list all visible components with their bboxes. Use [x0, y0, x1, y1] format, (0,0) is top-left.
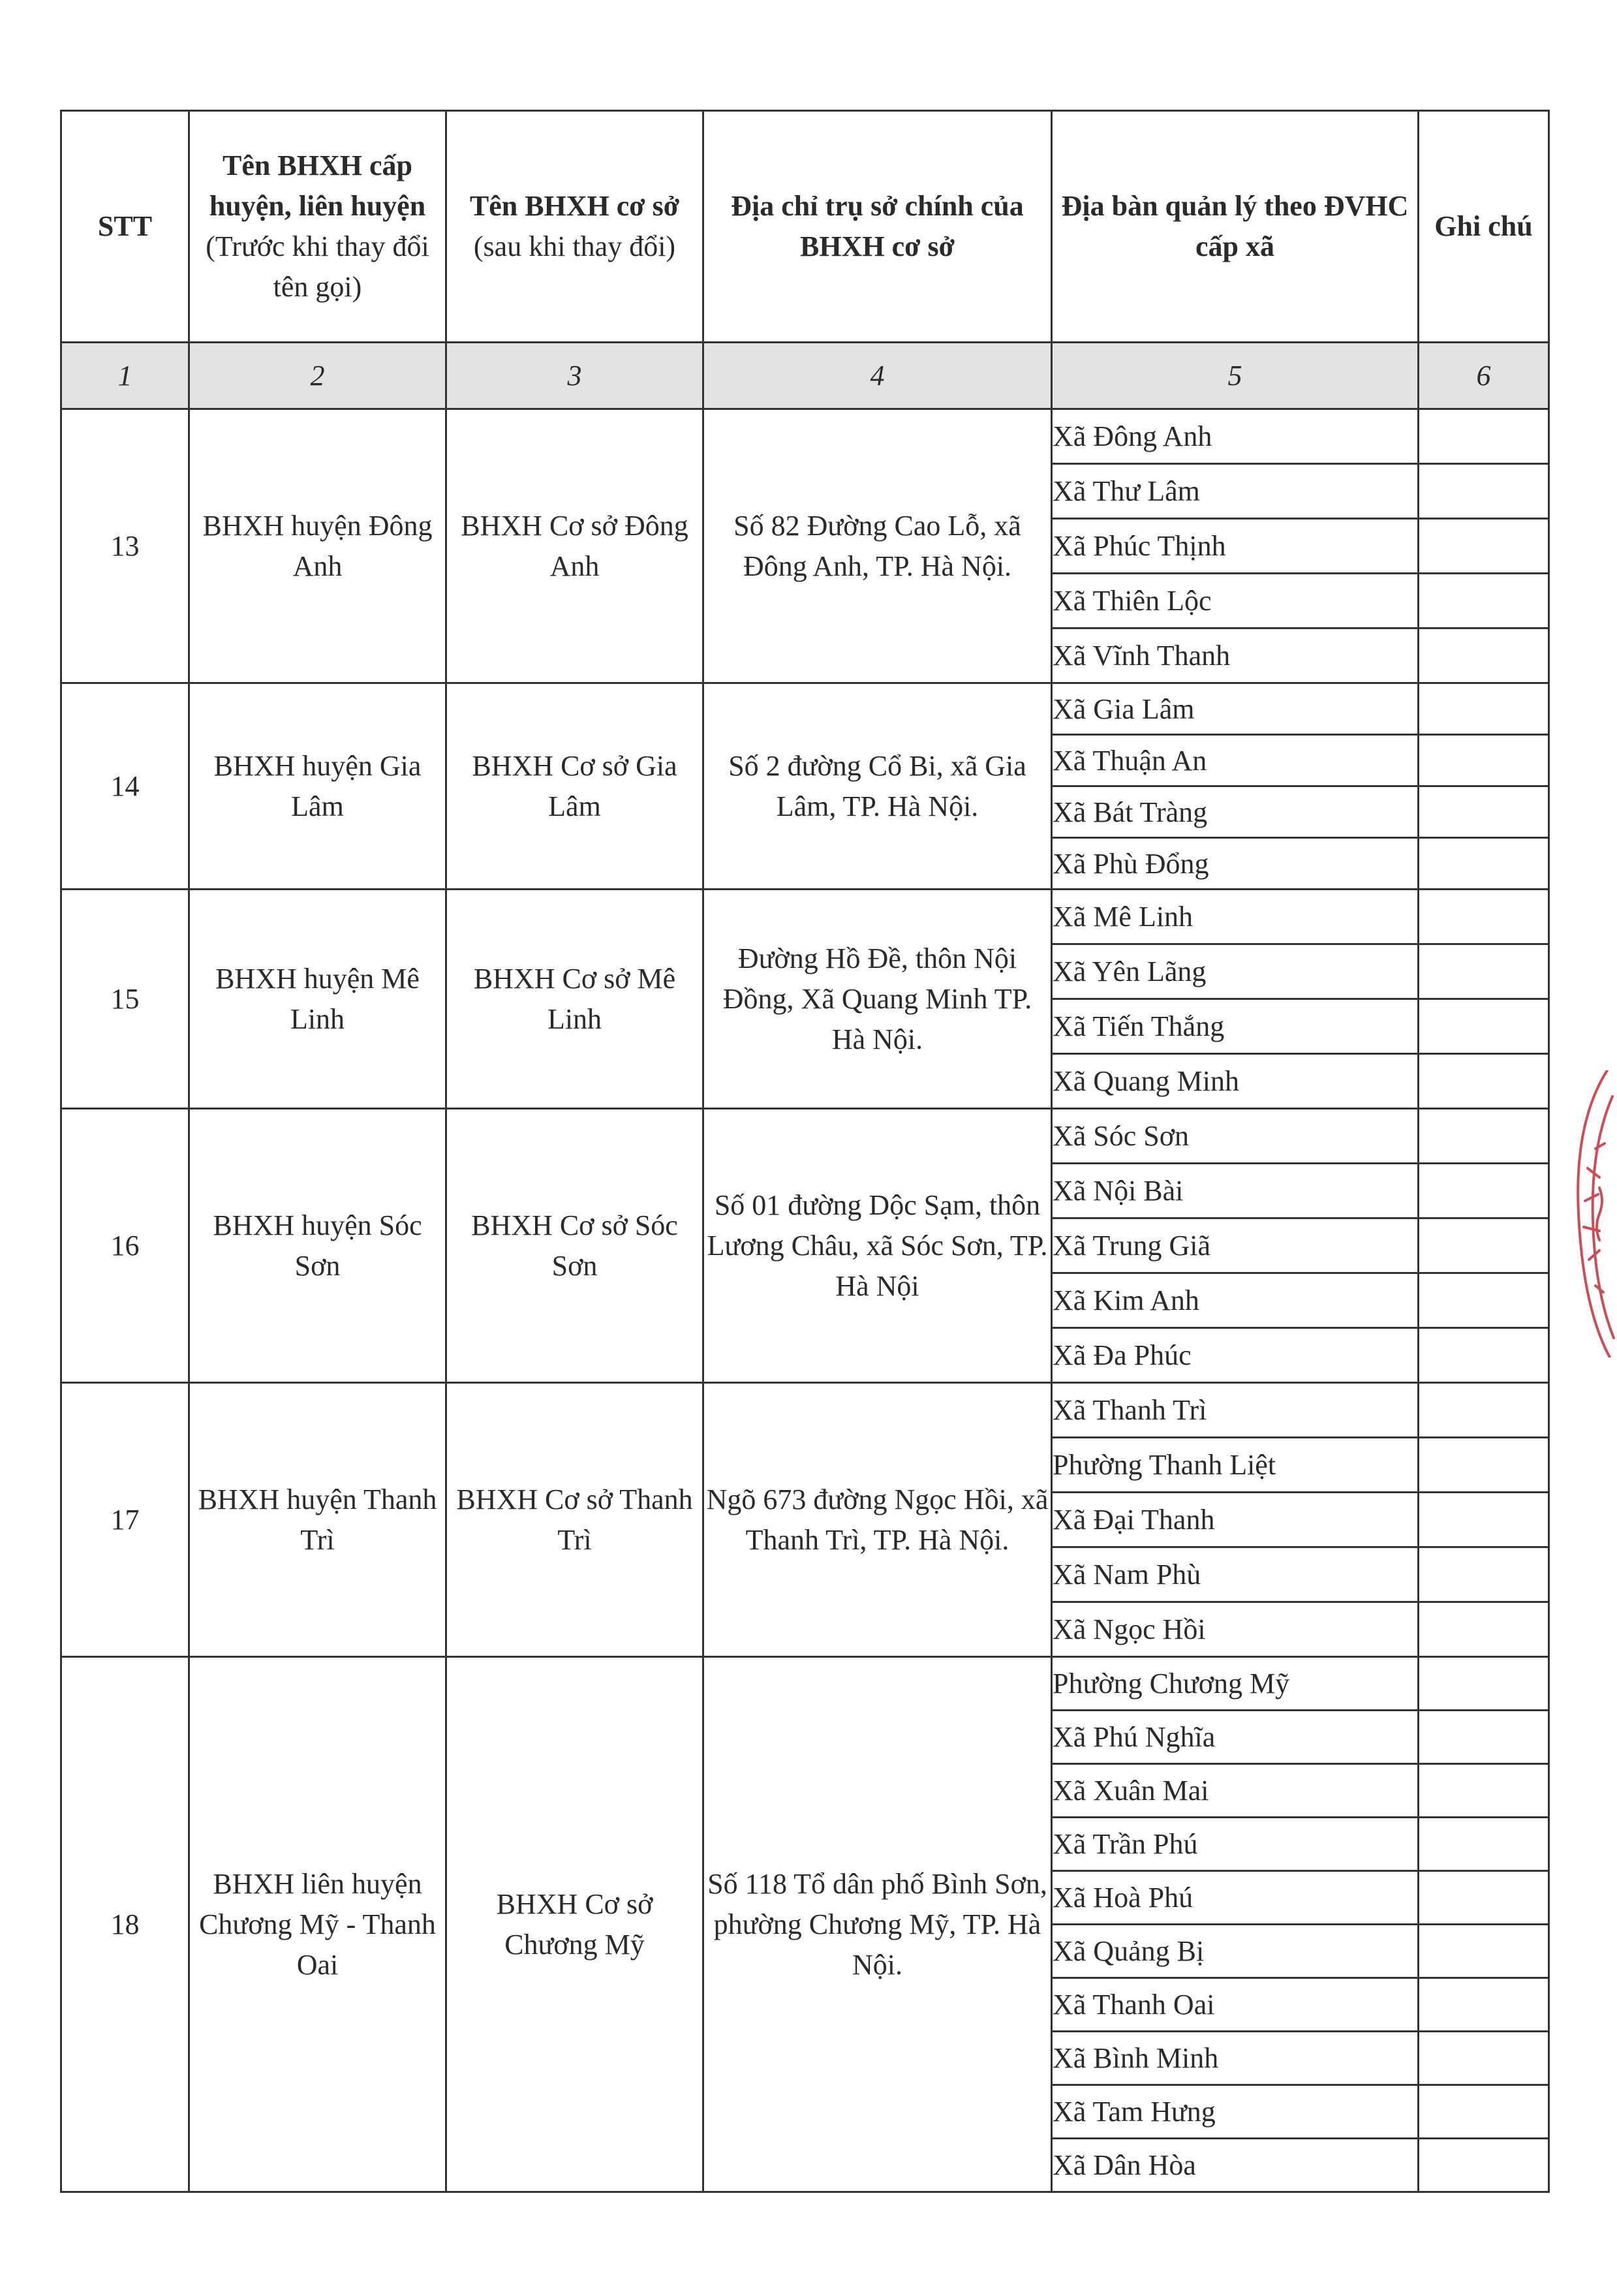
- note-cell: [1419, 735, 1549, 786]
- office-address: Số 82 Đường Cao Lỗ, xã Đông Anh, TP. Hà Nội.: [703, 409, 1052, 683]
- stt-cell: 14: [61, 683, 189, 890]
- header-wards: Địa bàn quản lý theo ĐVHC cấp xã: [1052, 111, 1419, 343]
- ward-name: Xã Bình Minh: [1052, 2032, 1419, 2085]
- ward-name: Xã Kim Anh: [1052, 1273, 1419, 1328]
- old-office-name: BHXH liên huyện Chương Mỹ - Thanh Oai: [189, 1657, 446, 2192]
- note-cell: [1419, 1273, 1549, 1328]
- note-cell: [1419, 1657, 1549, 1711]
- stt-cell: 18: [61, 1657, 189, 2192]
- new-office-name: BHXH Cơ sở Mê Linh: [446, 890, 703, 1109]
- column-number: 1: [61, 343, 189, 409]
- note-cell: [1419, 1871, 1549, 1925]
- note-cell: [1419, 1818, 1549, 1871]
- note-cell: [1419, 683, 1549, 735]
- old-office-name: BHXH huyện Gia Lâm: [189, 683, 446, 890]
- ward-name: Xã Ngọc Hồi: [1052, 1602, 1419, 1657]
- column-number: 3: [446, 343, 703, 409]
- old-office-name: BHXH huyện Đông Anh: [189, 409, 446, 683]
- ward-name: Xã Trung Giã: [1052, 1218, 1419, 1273]
- new-office-name: BHXH Cơ sở Sóc Sơn: [446, 1109, 703, 1383]
- old-office-name: BHXH huyện Mê Linh: [189, 890, 446, 1109]
- header-stt: STT: [61, 111, 189, 343]
- header-old-name-title: Tên BHXH cấp huyện, liên huyện: [209, 149, 426, 222]
- note-cell: [1419, 1383, 1549, 1438]
- note-cell: [1419, 2085, 1549, 2139]
- note-cell: [1419, 1164, 1549, 1218]
- table-row: [61, 890, 1549, 944]
- office-table: [60, 110, 1550, 2193]
- table-row: [61, 409, 1549, 464]
- ward-name: Xã Quang Minh: [1052, 1054, 1419, 1109]
- note-cell: [1419, 1978, 1549, 2032]
- note-cell: [1419, 890, 1549, 944]
- note-cell: [1419, 1218, 1549, 1273]
- ward-name: Xã Thuận An: [1052, 735, 1419, 786]
- office-address: Số 118 Tổ dân phố Bình Sơn, phường Chương Mỹ, TP. Hà Nội.: [703, 1657, 1052, 2192]
- header-row: [61, 111, 1549, 343]
- header-old-name: [189, 111, 446, 343]
- office-address: Ngõ 673 đường Ngọc Hồi, xã Thanh Trì, TP. Hà Nội.: [703, 1383, 1052, 1657]
- ward-name: Xã Dân Hòa: [1052, 2139, 1419, 2192]
- ward-name: Xã Phú Nghĩa: [1052, 1711, 1419, 1764]
- table-row: [61, 1383, 1549, 1438]
- ward-name: Xã Đông Anh: [1052, 409, 1419, 464]
- note-cell: [1419, 1602, 1549, 1657]
- column-number: 5: [1052, 343, 1419, 409]
- column-number: 2: [189, 343, 446, 409]
- office-address: Số 01 đường Dộc Sạm, thôn Lương Châu, xã Sóc Sơn, TP. Hà Nội: [703, 1109, 1052, 1383]
- stt-cell: 17: [61, 1383, 189, 1657]
- header-new-name-note: (sau khi thay đổi): [473, 230, 676, 262]
- note-cell: [1419, 464, 1549, 519]
- note-cell: [1419, 519, 1549, 574]
- note-cell: [1419, 1438, 1549, 1493]
- old-office-name: BHXH huyện Thanh Trì: [189, 1383, 446, 1657]
- ward-name: Xã Sóc Sơn: [1052, 1109, 1419, 1164]
- note-cell: [1419, 999, 1549, 1054]
- note-cell: [1419, 574, 1549, 628]
- stt-cell: 16: [61, 1109, 189, 1383]
- ward-name: Xã Quảng Bị: [1052, 1925, 1419, 1978]
- note-cell: [1419, 838, 1549, 890]
- header-new-name: [446, 111, 703, 343]
- note-cell: [1419, 1054, 1549, 1109]
- ward-name: Xã Phúc Thịnh: [1052, 519, 1419, 574]
- ward-name: Xã Xuân Mai: [1052, 1764, 1419, 1818]
- ward-name: Xã Đa Phúc: [1052, 1328, 1419, 1383]
- ward-name: Xã Tiến Thắng: [1052, 999, 1419, 1054]
- ward-name: Xã Thanh Trì: [1052, 1383, 1419, 1438]
- ward-name: Xã Phù Đổng: [1052, 838, 1419, 890]
- ward-name: Xã Đại Thanh: [1052, 1493, 1419, 1547]
- column-number: 6: [1419, 343, 1549, 409]
- new-office-name: BHXH Cơ sở Đông Anh: [446, 409, 703, 683]
- header-new-name-title: Tên BHXH cơ sở: [469, 190, 680, 222]
- old-office-name: BHXH huyện Sóc Sơn: [189, 1109, 446, 1383]
- note-cell: [1419, 1925, 1549, 1978]
- note-cell: [1419, 1764, 1549, 1818]
- column-number: 4: [703, 343, 1052, 409]
- note-cell: [1419, 409, 1549, 464]
- table-row: [61, 683, 1549, 735]
- note-cell: [1419, 628, 1549, 683]
- new-office-name: BHXH Cơ sở Chương Mỹ: [446, 1657, 703, 2192]
- header-note: Ghi chú: [1419, 111, 1549, 343]
- header-address: Địa chỉ trụ sở chính của BHXH cơ sở: [703, 111, 1052, 343]
- office-address: Số 2 đường Cổ Bi, xã Gia Lâm, TP. Hà Nội.: [703, 683, 1052, 890]
- ward-name: Xã Thư Lâm: [1052, 464, 1419, 519]
- table-row: [61, 1109, 1549, 1164]
- note-cell: [1419, 2032, 1549, 2085]
- ward-name: Xã Trần Phú: [1052, 1818, 1419, 1871]
- note-cell: [1419, 1493, 1549, 1547]
- note-cell: [1419, 1109, 1549, 1164]
- note-cell: [1419, 1711, 1549, 1764]
- ward-name: Xã Thiên Lộc: [1052, 574, 1419, 628]
- ward-name: Xã Nam Phù: [1052, 1547, 1419, 1602]
- red-seal-stamp: [1569, 1070, 1615, 1357]
- ward-name: Xã Bát Tràng: [1052, 786, 1419, 838]
- ward-name: Xã Yên Lãng: [1052, 944, 1419, 999]
- column-number-row: [61, 343, 1549, 409]
- new-office-name: BHXH Cơ sở Gia Lâm: [446, 683, 703, 890]
- ward-name: Xã Tam Hưng: [1052, 2085, 1419, 2139]
- ward-name: Xã Mê Linh: [1052, 890, 1419, 944]
- table-row: [61, 1657, 1549, 1711]
- ward-name: Xã Hoà Phú: [1052, 1871, 1419, 1925]
- note-cell: [1419, 1328, 1549, 1383]
- note-cell: [1419, 944, 1549, 999]
- ward-name: Xã Vĩnh Thanh: [1052, 628, 1419, 683]
- ward-name: Phường Chương Mỹ: [1052, 1657, 1419, 1711]
- ward-name: Xã Gia Lâm: [1052, 683, 1419, 735]
- note-cell: [1419, 786, 1549, 838]
- office-address: Đường Hồ Đề, thôn Nội Đồng, Xã Quang Minh TP. Hà Nội.: [703, 890, 1052, 1109]
- new-office-name: BHXH Cơ sở Thanh Trì: [446, 1383, 703, 1657]
- note-cell: [1419, 1547, 1549, 1602]
- header-old-name-note: (Trước khi thay đổi tên gọi): [206, 230, 429, 303]
- ward-name: Xã Nội Bài: [1052, 1164, 1419, 1218]
- stt-cell: 15: [61, 890, 189, 1109]
- note-cell: [1419, 2139, 1549, 2192]
- stt-cell: 13: [61, 409, 189, 683]
- ward-name: Xã Thanh Oai: [1052, 1978, 1419, 2032]
- ward-name: Phường Thanh Liệt: [1052, 1438, 1419, 1493]
